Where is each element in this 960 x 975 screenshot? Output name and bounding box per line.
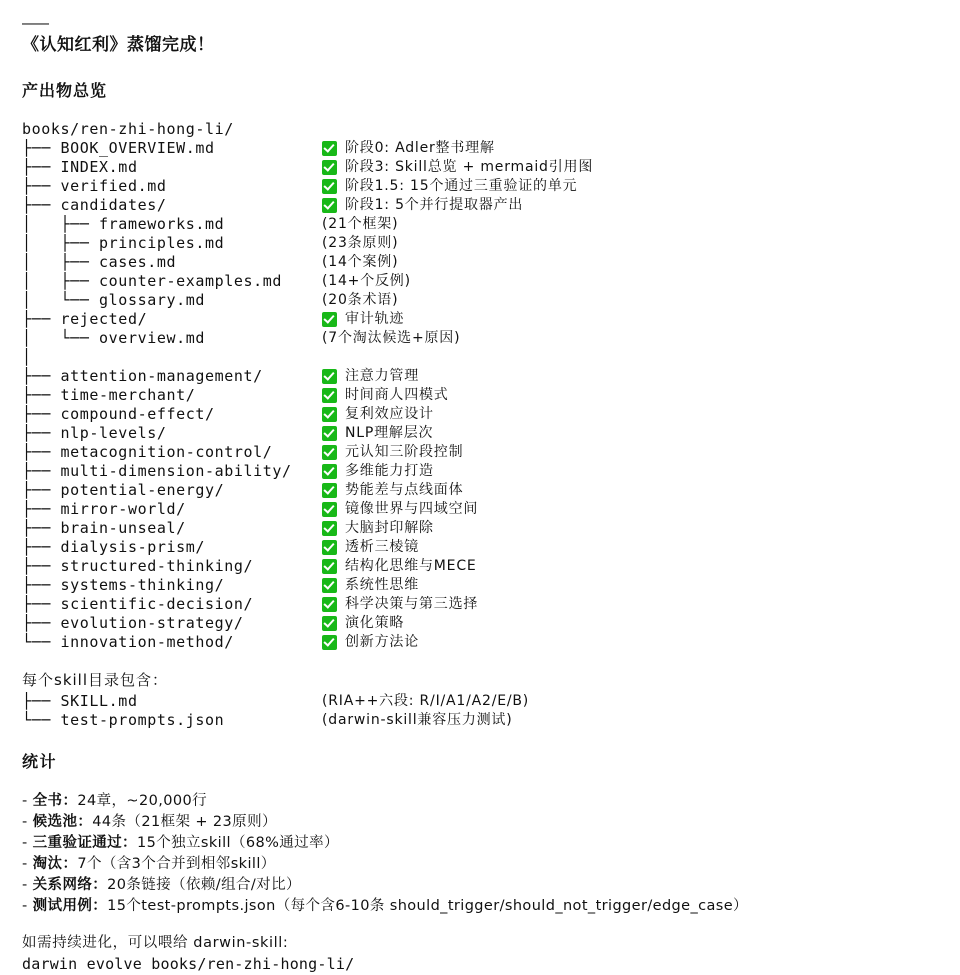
- check-icon: [322, 141, 337, 156]
- tree-note: [322, 196, 523, 215]
- check-icon: [322, 179, 337, 194]
- tree-path: ├── time-merchant/: [22, 386, 196, 404]
- tree-row: [22, 177, 960, 196]
- footer-hint: 如需持续进化，可以喂给 darwin-skill:: [22, 935, 289, 951]
- tree-path: │ ├── cases.md: [22, 253, 177, 271]
- tree-path: ├── candidates/: [22, 196, 167, 214]
- tree-note-label: 系统性思维: [345, 577, 419, 593]
- tree-note: [322, 519, 434, 538]
- tree-row: [22, 272, 960, 291]
- tree-note-label: 创新方法论: [345, 634, 419, 650]
- tree-row: [22, 348, 960, 367]
- tree-row: [22, 519, 960, 538]
- skill-file-tree: [22, 692, 960, 730]
- check-icon: [322, 521, 337, 536]
- stat-item: [22, 875, 960, 896]
- tree-path: │ └── glossary.md: [22, 291, 205, 309]
- tree-path: ├── scientific-decision/: [22, 595, 254, 613]
- footer-command: darwin evolve books/ren-zhi-hong-li/: [22, 955, 355, 973]
- stat-label: 全书：: [32, 793, 78, 809]
- tree-note-label: 注意力管理: [345, 368, 419, 384]
- stats-list: [20, 791, 960, 917]
- tree-note-label: 结构化思维与MECE: [345, 558, 477, 574]
- tree-row: [22, 538, 960, 557]
- tree-row: [22, 386, 960, 405]
- tree-note: [322, 291, 398, 310]
- tree-note-label: 大脑封印解除: [345, 520, 434, 536]
- tree-note-label: (23条原则): [322, 235, 399, 251]
- tree-note-label: 元认知三阶段控制: [345, 444, 464, 460]
- tree-path: ├── compound-effect/: [22, 405, 215, 423]
- stat-label: 候选池：: [32, 814, 93, 830]
- skill-tree-path: ├── SKILL.md: [22, 692, 138, 710]
- check-icon: [322, 160, 337, 175]
- check-icon: [322, 635, 337, 650]
- tree-path: ├── BOOK_OVERVIEW.md: [22, 139, 215, 157]
- stat-label: 三重验证通过：: [32, 835, 137, 851]
- stat-item: [22, 854, 960, 875]
- page-title: 《认知红利》蒸馏完成！: [22, 35, 215, 55]
- horizontal-divider: ———: [22, 14, 50, 32]
- stat-value: 7个（含3个合并到相邻skill）: [77, 856, 276, 872]
- tree-note: [322, 158, 593, 177]
- tree-row: [22, 215, 960, 234]
- stat-value: 44条（21框架 + 23原则）: [92, 814, 277, 830]
- tree-row: [22, 424, 960, 443]
- stat-item: [22, 812, 960, 833]
- check-icon: [322, 597, 337, 612]
- check-icon: [322, 464, 337, 479]
- tree-note: [322, 424, 433, 443]
- tree-row: [22, 196, 960, 215]
- bullet-dash-icon: -: [22, 814, 33, 830]
- tree-row: [22, 139, 960, 158]
- tree-path: │ ├── principles.md: [22, 234, 225, 252]
- tree-row: [22, 367, 960, 386]
- tree-note: [322, 310, 404, 329]
- tree-path: ├── mirror-world/: [22, 500, 186, 518]
- tree-path: │ ├── frameworks.md: [22, 215, 225, 233]
- section-heading-outputs: 产出物总览: [22, 81, 108, 100]
- tree-path: ├── INDEX.md: [22, 158, 138, 176]
- bullet-dash-icon: -: [22, 877, 33, 893]
- tree-note: [322, 272, 411, 291]
- tree-note: [322, 538, 419, 557]
- stat-value: 24章，~20,000行: [77, 793, 207, 809]
- tree-note: [322, 595, 478, 614]
- check-icon: [322, 312, 337, 327]
- tree-note: [322, 557, 477, 576]
- check-icon: [322, 559, 337, 574]
- tree-note: [322, 614, 404, 633]
- tree-note-label: 多维能力打造: [345, 463, 434, 479]
- stat-item: [22, 833, 960, 854]
- stat-value: 20条链接（依赖/组合/对比）: [107, 877, 301, 893]
- check-icon: [322, 540, 337, 555]
- tree-note-label: 科学决策与第三选择: [345, 596, 479, 612]
- check-icon: [322, 388, 337, 403]
- tree-row: [22, 500, 960, 519]
- tree-note: [322, 139, 495, 158]
- tree-path: ├── attention-management/: [22, 367, 263, 385]
- tree-note: [322, 500, 478, 519]
- bullet-dash-icon: -: [22, 835, 33, 851]
- skill-tree-path: └── test-prompts.json: [22, 711, 225, 729]
- tree-row: [22, 462, 960, 481]
- tree-row: [22, 158, 960, 177]
- tree-path: ├── systems-thinking/: [22, 576, 225, 594]
- check-icon: [322, 407, 337, 422]
- tree-gap: [20, 652, 960, 671]
- skill-tree-row: [22, 692, 960, 711]
- tree-note-label: (14个案例): [322, 254, 399, 270]
- tree-row: [22, 310, 960, 329]
- bullet-dash-icon: -: [22, 793, 33, 809]
- tree-note-label: 阶段0: Adler整书理解: [345, 140, 495, 156]
- tree-note-label: (7个淘汰候选+原因): [322, 330, 461, 346]
- tree-row: [22, 595, 960, 614]
- check-icon: [322, 198, 337, 213]
- check-icon: [322, 369, 337, 384]
- tree-note-label: 复利效应设计: [345, 406, 434, 422]
- tree-path: ├── dialysis-prism/: [22, 538, 205, 556]
- section-heading-stats: 统计: [22, 752, 58, 771]
- stat-label: 淘汰：: [32, 856, 78, 872]
- tree-note-label: 时间商人四模式: [345, 387, 449, 403]
- check-icon: [322, 502, 337, 517]
- tree-note: [322, 329, 460, 348]
- tree-row: [22, 443, 960, 462]
- skill-tree-note: [322, 711, 512, 730]
- tree-row: [22, 234, 960, 253]
- tree-note: [322, 405, 434, 424]
- tree-row: [22, 329, 960, 348]
- tree-path: │ ├── counter-examples.md: [22, 272, 283, 290]
- check-icon: [322, 445, 337, 460]
- tree-note-label: 阶段1: 5个并行提取器产出: [345, 197, 524, 213]
- tree-path: │: [22, 348, 32, 366]
- tree-row: [22, 291, 960, 310]
- tree-note-label: 审计轨迹: [345, 311, 405, 327]
- bullet-dash-icon: -: [22, 898, 33, 914]
- tree-note-label: (21个框架): [322, 216, 399, 232]
- tree-note-label: 阶段3: Skill总览 + mermaid引用图: [345, 159, 594, 175]
- tree-note: [322, 367, 419, 386]
- file-tree: [22, 139, 960, 652]
- tree-note: [322, 576, 419, 595]
- tree-note: [322, 253, 398, 272]
- skill-tree-row: [22, 711, 960, 730]
- tree-root-path: books/ren-zhi-hong-li/: [22, 120, 234, 138]
- tree-path: ├── structured-thinking/: [22, 557, 254, 575]
- tree-path: │ └── overview.md: [22, 329, 205, 347]
- tree-row: [22, 253, 960, 272]
- tree-note: [322, 215, 398, 234]
- tree-note: [322, 481, 463, 500]
- tree-row: [22, 614, 960, 633]
- tree-note: [322, 177, 577, 196]
- tree-note-label: (20条术语): [322, 292, 399, 308]
- tree-note-label: NLP理解层次: [345, 425, 434, 441]
- footer-block: [22, 933, 960, 975]
- stat-label: 关系网络：: [32, 877, 108, 893]
- skill-dir-heading: 每个skill目录包含：: [22, 671, 169, 689]
- check-icon: [322, 578, 337, 593]
- tree-path: └── innovation-method/: [22, 633, 234, 651]
- tree-note-label: 透析三棱镜: [345, 539, 419, 555]
- tree-note-label: 阶段1.5: 15个通过三重验证的单元: [345, 178, 578, 194]
- tree-note: [322, 234, 398, 253]
- tree-path: ├── brain-unseal/: [22, 519, 186, 537]
- stat-label: 测试用例：: [32, 898, 108, 914]
- tree-note: [322, 633, 419, 652]
- tree-path: ├── evolution-strategy/: [22, 614, 244, 632]
- stat-item: [22, 791, 960, 812]
- skill-tree-note-label: (RIA++六段: R/I/A1/A2/E/B): [322, 693, 530, 709]
- tree-path: ├── multi-dimension-ability/: [22, 462, 292, 480]
- skill-tree-note-label: (darwin-skill兼容压力测试): [322, 712, 513, 728]
- tree-row: [22, 576, 960, 595]
- bullet-dash-icon: -: [22, 856, 33, 872]
- stat-value: 15个test-prompts.json（每个含6-10条 should_trigger/should_not_trigger/edge_case）: [107, 898, 748, 914]
- tree-path: ├── verified.md: [22, 177, 167, 195]
- stat-value: 15个独立skill（68%通过率）: [136, 835, 339, 851]
- check-icon: [322, 616, 337, 631]
- skill-tree-note: [322, 692, 529, 711]
- tree-note: [322, 443, 463, 462]
- tree-row: [22, 557, 960, 576]
- stat-item: [22, 896, 960, 917]
- tree-path: ├── potential-energy/: [22, 481, 225, 499]
- tree-path: ├── nlp-levels/: [22, 424, 167, 442]
- check-icon: [322, 426, 337, 441]
- tree-row: [22, 405, 960, 424]
- tree-note: [322, 386, 449, 405]
- tree-note-label: 演化策略: [345, 615, 405, 631]
- tree-note-label: 镜像世界与四域空间: [345, 501, 479, 517]
- tree-row: [22, 481, 960, 500]
- tree-note: [322, 462, 434, 481]
- tree-row: [22, 633, 960, 652]
- tree-note-label: (14+个反例): [322, 273, 411, 289]
- tree-path: ├── rejected/: [22, 310, 148, 328]
- check-icon: [322, 483, 337, 498]
- tree-path: ├── metacognition-control/: [22, 443, 273, 461]
- tree-note-label: 势能差与点线面体: [345, 482, 464, 498]
